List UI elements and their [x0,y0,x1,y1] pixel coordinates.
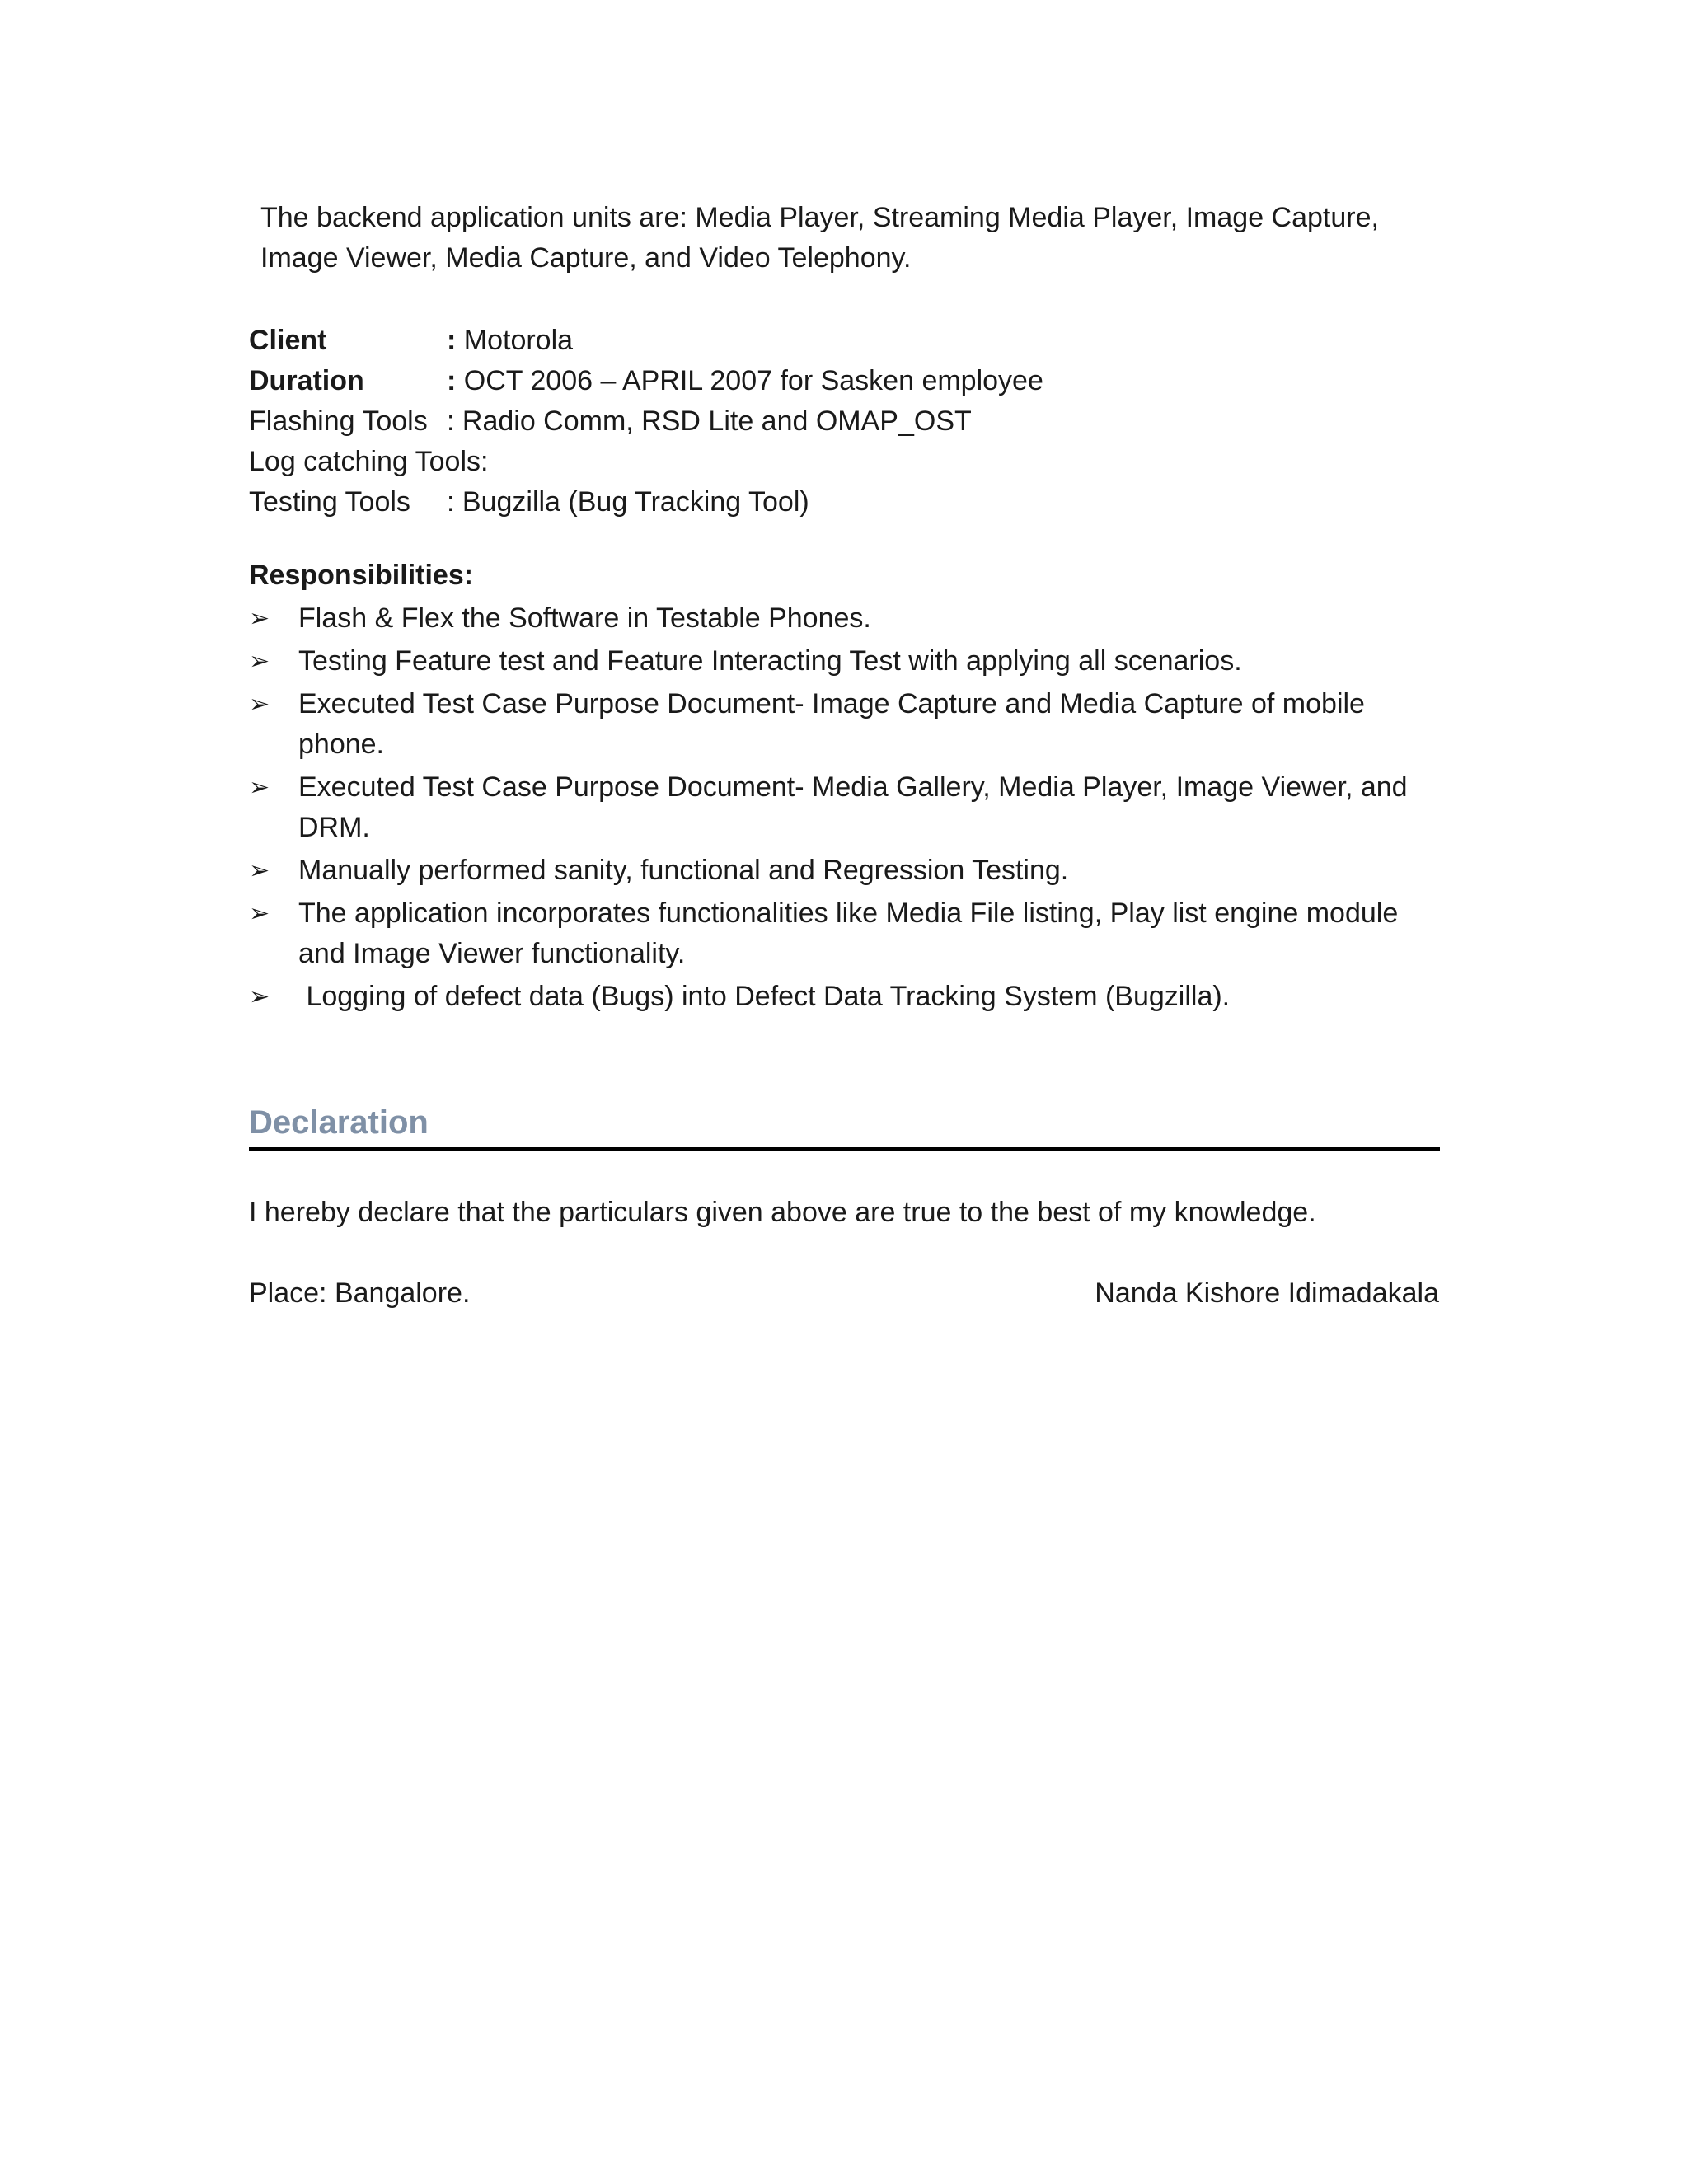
project-info-label: Client [249,325,327,356]
arrowhead-bullet-icon: ➢ [249,982,270,1011]
arrowhead-bullet-icon: ➢ [249,856,270,885]
responsibility-item [249,977,1441,1017]
place-text: Place: Bangalore. [249,1277,471,1309]
responsibilities-heading: Responsibilities: [249,560,474,591]
project-info-table [249,321,1043,523]
project-info-label: Duration [249,365,364,396]
responsibility-item [249,598,1441,639]
responsibility-item [249,893,1441,974]
project-info-value-cell [447,482,1043,523]
declaration-divider [249,1147,1440,1151]
project-info-label: Log catching Tools: [249,446,489,477]
project-info-separator: : [447,405,455,437]
project-info-value-cell [447,401,1043,442]
responsibility-text: Executed Test Case Purpose Document- Image Capture and Media Capture of mobile phone. [298,688,1373,760]
project-info-value-cell [447,361,1043,401]
project-info-row [249,442,1043,482]
project-info-value: Radio Comm, RSD Lite and OMAP_OST [454,405,972,437]
arrowhead-bullet-icon: ➢ [249,690,270,719]
signatory-name: Nanda Kishore Idimadakala [1095,1277,1439,1309]
responsibilities-list [249,598,1441,1019]
intro-paragraph: The backend application units are: Media Player, Streaming Media Player, Image Capture, Image Viewer, Media Capture, and Video Telephony. [260,202,1379,274]
arrowhead-bullet-icon: ➢ [249,773,270,802]
project-info-label: Flashing Tools [249,405,428,437]
arrowhead-bullet-icon: ➢ [249,647,270,676]
project-info-value: Bugzilla (Bug Tracking Tool) [454,486,809,518]
project-info-row [249,321,1043,361]
project-info-separator: : [447,325,457,356]
responsibility-item [249,641,1441,682]
declaration-title: Declaration [249,1104,429,1141]
project-info-label: Testing Tools [249,486,410,518]
declaration-text: I hereby declare that the particulars given above are true to the best of my knowledge. [249,1197,1316,1228]
project-info-separator: : [447,486,455,518]
responsibility-text: The application incorporates functionalities like Media File listing, Play list engine module and Image Viewer functionality. [298,898,1406,969]
project-info-value-cell [447,321,1043,361]
responsibility-item [249,851,1441,891]
responsibility-item [249,767,1441,848]
project-info-row [249,401,1043,442]
responsibility-text: Testing Feature test and Feature Interacting Test with applying all scenarios. [298,645,1242,677]
arrowhead-bullet-icon: ➢ [249,604,270,633]
project-info-row [249,361,1043,401]
responsibility-text: Logging of defect data (Bugs) into Defect Data Tracking System (Bugzilla). [298,981,1231,1012]
responsibility-text: Executed Test Case Purpose Document- Media Gallery, Media Player, Image Viewer, and DRM. [298,771,1416,843]
project-info-separator: : [447,365,457,396]
project-info-body [249,321,1043,523]
project-info-value: Motorola [456,325,574,356]
responsibility-text: Flash & Flex the Software in Testable Phones. [298,602,871,634]
responsibility-text: Manually performed sanity, functional and Regression Testing. [298,855,1069,886]
project-info-value: OCT 2006 – APRIL 2007 for Sasken employee [456,365,1043,396]
project-info-row [249,482,1043,523]
arrowhead-bullet-icon: ➢ [249,899,270,928]
responsibility-item [249,684,1441,765]
